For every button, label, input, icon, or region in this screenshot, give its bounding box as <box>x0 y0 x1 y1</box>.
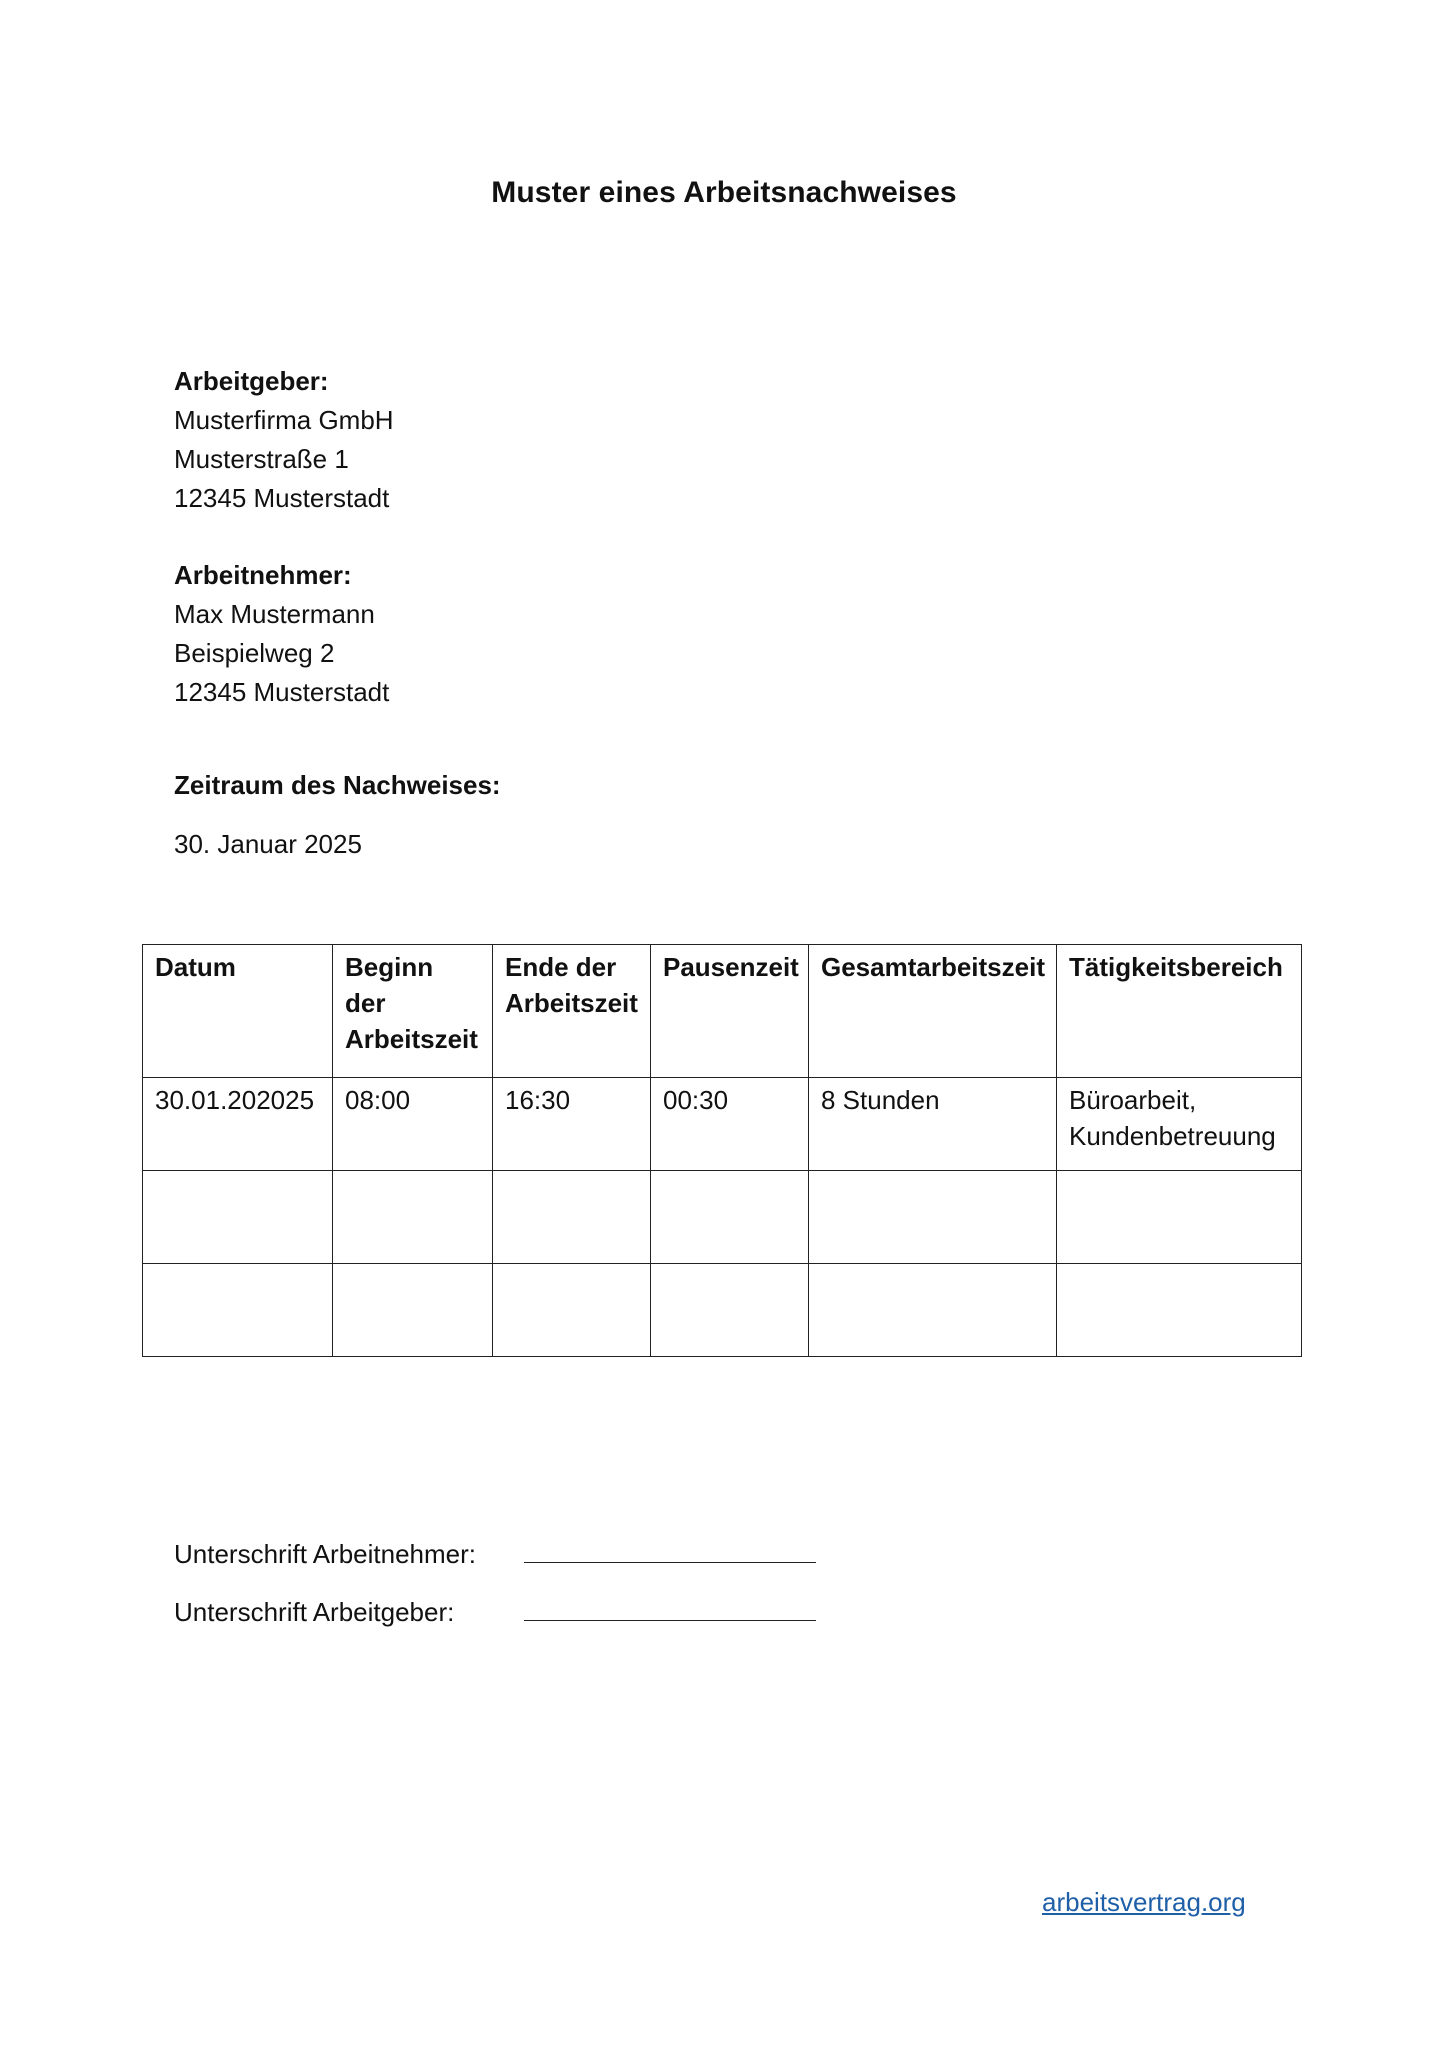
header-date: Datum <box>143 945 333 1078</box>
employer-city: 12345 Musterstadt <box>174 483 390 513</box>
employee-signature-line <box>524 1536 816 1563</box>
empty-cell <box>333 1171 493 1264</box>
header-break-time: Pausenzeit <box>651 945 809 1078</box>
footer-link[interactable]: arbeitsvertrag.org <box>1042 1887 1246 1917</box>
table-row-empty <box>143 1171 1302 1264</box>
empty-cell <box>1057 1171 1302 1264</box>
empty-cell <box>333 1264 493 1357</box>
table-row <box>143 1078 1302 1171</box>
employer-block <box>174 362 394 518</box>
cell-date: 30.01.202025 <box>143 1078 333 1171</box>
empty-cell <box>493 1264 651 1357</box>
cell-break-time: 00:30 <box>651 1078 809 1171</box>
empty-cell <box>493 1171 651 1264</box>
cell-end-time: 16:30 <box>493 1078 651 1171</box>
employer-signature-row <box>174 1594 816 1628</box>
empty-cell <box>143 1171 333 1264</box>
cell-activity: Büroarbeit, Kundenbetreuung <box>1057 1078 1302 1171</box>
employee-label: Arbeitnehmer: <box>174 560 352 590</box>
header-total-time: Gesamtarbeitszeit <box>809 945 1057 1078</box>
employee-name: Max Mustermann <box>174 599 375 629</box>
header-start-time: Beginn der Arbeitszeit <box>333 945 493 1078</box>
employer-signature-label: Unterschrift Arbeitgeber: <box>174 1597 455 1627</box>
work-log-table <box>142 944 1302 1357</box>
empty-cell <box>1057 1264 1302 1357</box>
period-value: 30. Januar 2025 <box>174 829 362 859</box>
employer-street: Musterstraße 1 <box>174 444 349 474</box>
table-row-empty <box>143 1264 1302 1357</box>
empty-cell <box>651 1264 809 1357</box>
employee-signature-row <box>174 1536 816 1570</box>
employee-street: Beispielweg 2 <box>174 638 335 668</box>
period-label: Zeitraum des Nachweises: <box>174 770 501 800</box>
employer-name: Musterfirma GmbH <box>174 405 394 435</box>
table-header-row <box>143 945 1302 1078</box>
header-activity: Tätigkeitsbereich <box>1057 945 1302 1078</box>
header-end-time: Ende der Arbeitszeit <box>493 945 651 1078</box>
empty-cell <box>651 1171 809 1264</box>
employee-city: 12345 Musterstadt <box>174 677 390 707</box>
empty-cell <box>143 1264 333 1357</box>
employer-label: Arbeitgeber: <box>174 366 329 396</box>
employee-block <box>174 556 389 712</box>
document-title: Muster eines Arbeitsnachweises <box>491 176 957 209</box>
cell-start-time: 08:00 <box>333 1078 493 1171</box>
empty-cell <box>809 1171 1057 1264</box>
cell-total-time: 8 Stunden <box>809 1078 1057 1171</box>
employer-signature-line <box>524 1594 816 1621</box>
empty-cell <box>809 1264 1057 1357</box>
employee-signature-label: Unterschrift Arbeitnehmer: <box>174 1539 477 1569</box>
